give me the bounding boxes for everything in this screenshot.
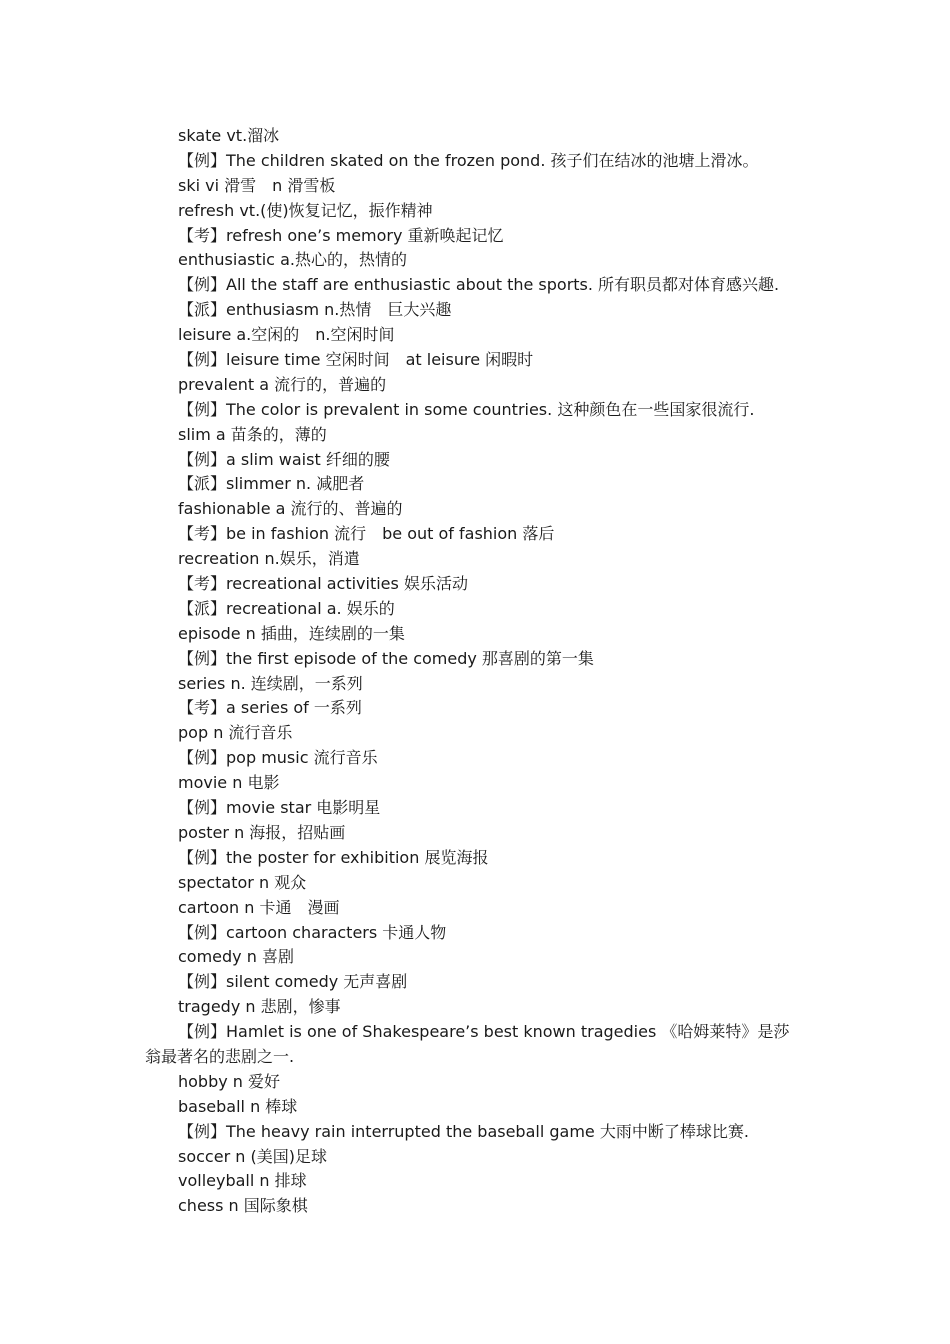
entry-line: baseball n 棒球 [178,1096,298,1116]
entry-line: 【例】a slim waist 纤细的腰 [178,449,390,469]
entry-line: spectator n 观众 [178,872,307,892]
entry-line-continuation: 翁最著名的悲剧之一. [145,1046,295,1066]
entry-line: refresh vt.(使)恢复记忆，振作精神 [178,200,433,220]
entry-line: 【考】recreational activities 娱乐活动 [178,574,468,594]
entry-line: fashionable a 流行的、普遍的 [178,499,403,519]
entry-line: prevalent a 流行的，普遍的 [178,374,387,394]
entry-line: 【例】The children skated on the frozen pond. 孩子们在结冰的池塘上滑冰。 [178,150,759,170]
entry-line: leisure a.空闲的 n.空闲时间 [178,325,395,345]
entry-line: enthusiastic a.热心的，热情的 [178,250,407,270]
entry-line: 【考】be in fashion 流行 be out of fashion 落后 [178,524,555,544]
entry-line: 【例】cartoon characters 卡通人物 [178,922,447,942]
entry-line: movie n 电影 [178,773,280,793]
entry-line: volleyball n 排球 [178,1171,307,1191]
entry-line: series n. 连续剧，一系列 [178,673,363,693]
entry-line: episode n 插曲，连续剧的一集 [178,623,405,643]
entry-line-first: 【例】Hamlet is one of Shakespeare’s best known tragedies 《哈姆莱特》是莎 [178,1022,790,1042]
entry-line: 【例】pop music 流行音乐 [178,748,378,768]
entry-line: chess n 国际象棋 [178,1196,308,1216]
entry-line: 【例】the poster for exhibition 展览海报 [178,847,489,867]
entry-line: poster n 海报，招贴画 [178,822,346,842]
entry-line: 【例】the first episode of the comedy 那喜剧的第一集 [178,648,594,668]
entry-line: comedy n 喜剧 [178,947,294,967]
entry-line: cartoon n 卡通 漫画 [178,897,340,917]
entry-line: slim a 苗条的，薄的 [178,424,327,444]
vocabulary-list [145,124,815,1219]
entry-line: hobby n 爱好 [178,1071,281,1091]
entry-line: tragedy n 悲剧，惨事 [178,997,341,1017]
entry-line: 【派】recreational a. 娱乐的 [178,598,395,618]
entry-line: 【例】leisure time 空闲时间 at leisure 闲暇时 [178,350,534,370]
entry-line: 【例】The heavy rain interrupted the baseball game 大雨中断了棒球比赛. [178,1121,749,1141]
entry-line: skate vt.溜冰 [178,126,280,145]
entry-line-wrapped [145,1020,815,1070]
entry-line: 【考】refresh one’s memory 重新唤起记忆 [178,225,504,245]
entry-line: 【例】All the staff are enthusiastic about the sports. 所有职员都对体育感兴趣. [178,275,780,295]
entry-line: soccer n (美国)足球 [178,1146,327,1166]
entry-line: 【例】silent comedy 无声喜剧 [178,972,408,992]
entry-line: 【派】enthusiasm n.热情 巨大兴趣 [178,300,452,320]
entry-line: recreation n.娱乐，消遣 [178,549,360,569]
entry-line: 【例】movie star 电影明星 [178,798,381,818]
entry-line: ski vi 滑雪 n 滑雪板 [178,175,336,195]
entry-line: pop n 流行音乐 [178,723,293,743]
entry-line: 【派】slimmer n. 减肥者 [178,474,365,494]
entry-line: 【考】a series of 一系列 [178,698,362,718]
entry-line: 【例】The color is prevalent in some countries. 这种颜色在一些国家很流行. [178,399,755,419]
